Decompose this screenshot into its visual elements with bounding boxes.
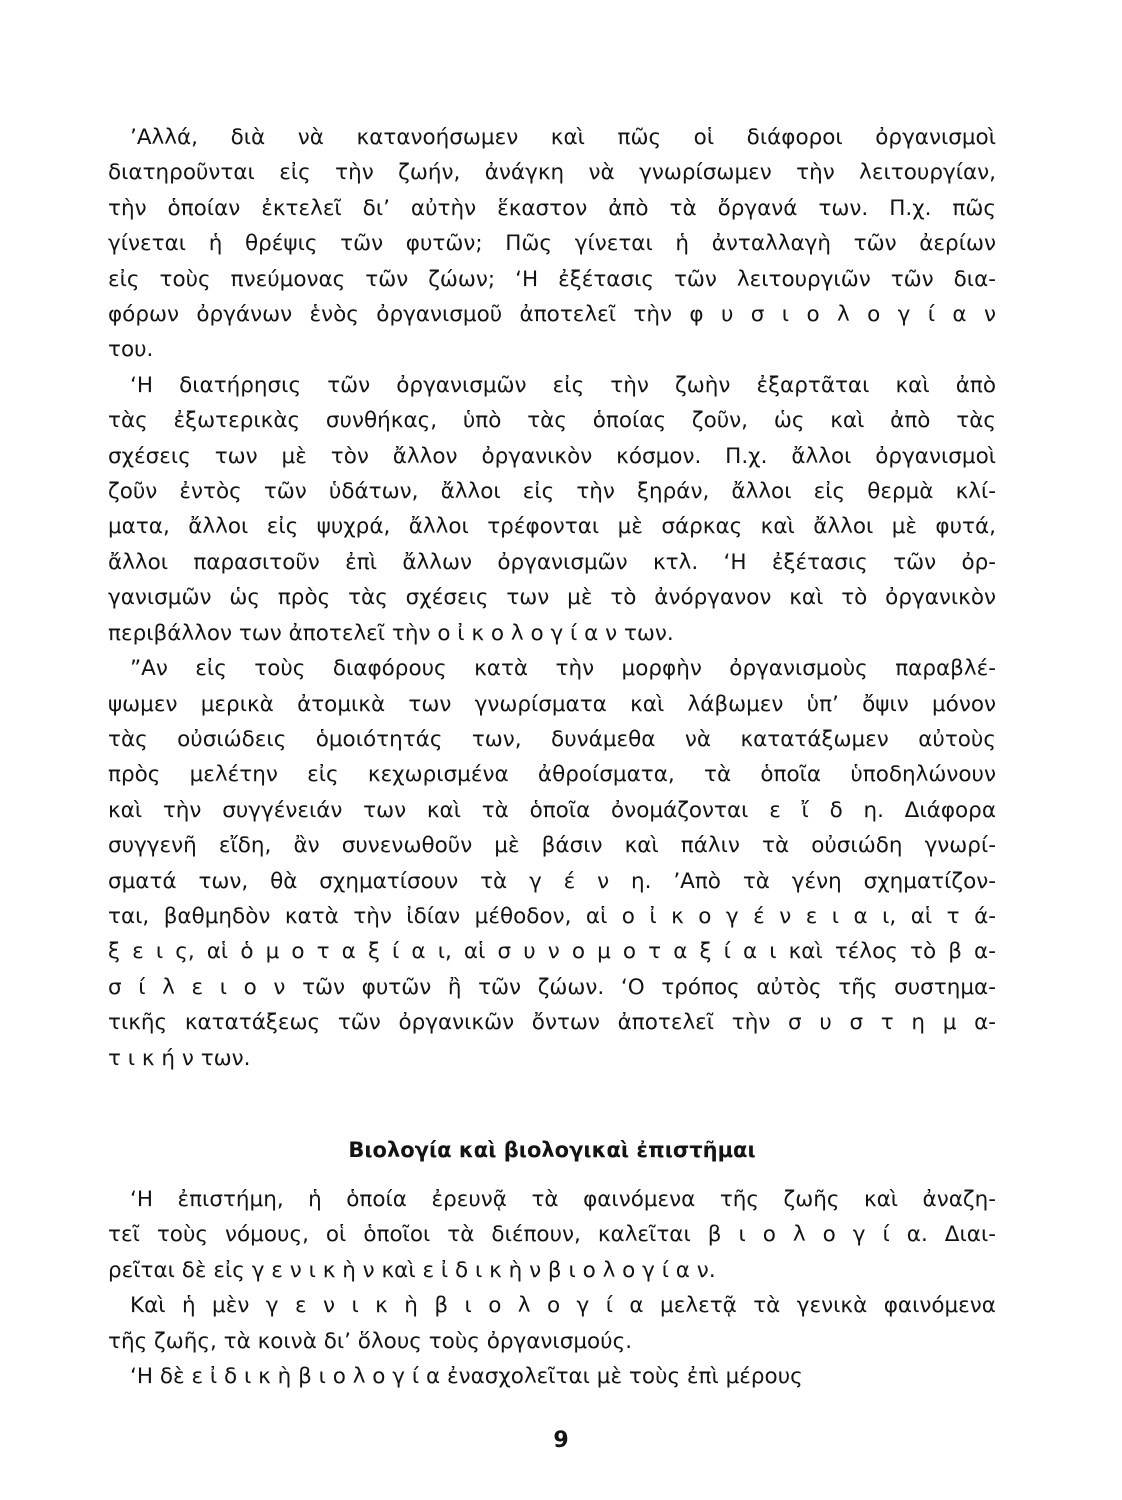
paragraph-physiology (108, 120, 996, 368)
page-number: 9 (553, 1428, 569, 1453)
text-line: τὰς οὐσιώδεις ὁμοιότητάς των, δυνάμεθα νὰ κατατάξωμεν αὐτοὺς (108, 726, 996, 752)
text-line: διατηροῦνται εἰς τὴν ζωήν, ἀνάγκη νὰ γνωρίσωμεν τὴν λειτουργίαν, (108, 160, 996, 186)
text-line: ματα, ἄλλοι εἰς ψυχρά, ἄλλοι τρέφονται μὲ σάρκας καὶ ἄλλοι μὲ φυτά, (108, 514, 996, 540)
biology-section (108, 1182, 996, 1394)
text-line: ζοῦν ἐντὸς τῶν ὑδάτων, ἄλλοι εἰς τὴν ξηράν, ἄλλοι εἰς θερμὰ κλί- (108, 479, 996, 505)
text-line: ‘Η διατήρησις τῶν ὀργανισμῶν εἰς τὴν ζωὴν ἐξαρτᾶται καὶ ἀπὸ (130, 372, 996, 398)
text-line: ’Αλλά, διὰ νὰ κατανοήσωμεν καὶ πῶς οἱ διάφοροι ὀργανισμοὶ (130, 125, 996, 150)
text-line: ἄλλοι παρασιτοῦν ἐπὶ ἄλλων ὀργανισμῶν κτλ. ‘Η ἐξέτασις τῶν ὀρ- (108, 549, 996, 575)
text-line: τὰς ἐξωτερικὰς συνθήκας, ὑπὸ τὰς ὁποίας ζοῦν, ὡς καὶ ἀπὸ τὰς (108, 408, 996, 434)
text-line: ‘Η ἐπιστήμη, ἡ ὁποία ἐρευνᾷ τὰ φαινόμενα τῆς ζωῆς καὶ ἀναζη- (130, 1187, 996, 1212)
text-line: τικῆς κατατάξεως τῶν ὀργανικῶν ὄντων ἀποτελεῖ τὴν σ υ σ τ η μ α- (108, 1010, 996, 1036)
text-line: ‘Η δὲ ε ἰ δ ι κ ὴ β ι ο λ ο γ ί α ἐνασχολεῖται μὲ τοὺς ἐπὶ μέρους (130, 1364, 803, 1390)
text-line: καὶ τὴν συγγένειάν των καὶ τὰ ὁποῖα ὀνομάζονται ε ἴ δ η. Διάφορα (108, 797, 996, 823)
text-line: ψωμεν μερικὰ ἀτομικὰ των γνωρίσματα καὶ λάβωμεν ὑπ’ ὄψιν μόνον (108, 691, 996, 717)
text-line: ”Αν εἰς τοὺς διαφόρους κατὰ τὴν μορφὴν ὀργανισμοὺς παραβλέ- (130, 656, 996, 682)
text-line: Καὶ ἡ μὲν γ ε ν ι κ ὴ β ι ο λ ο γ ί α μελετᾷ τὰ γενικὰ φαινόμενα (130, 1293, 996, 1319)
text-line: ρεῖται δὲ εἰς γ ε ν ι κ ὴ ν καὶ ε ἰ δ ι κ ὴ ν β ι ο λ ο γ ί α ν. (108, 1257, 716, 1283)
text-line: τ ι κ ή ν των. (108, 1045, 251, 1071)
text-line: φόρων ὀργάνων ἑνὸς ὀργανισμοῦ ἀποτελεῖ τὴν φ υ σ ι ο λ ο γ ί α ν (108, 302, 996, 328)
text-line: ξ ε ι ς, αἱ ὁ μ ο τ α ξ ί α ι, αἱ σ υ ν ο μ ο τ α ξ ί α ι καὶ τέλος τὸ β α- (108, 939, 996, 965)
text-line: εἰς τοὺς πνεύμονας τῶν ζώων; ‘Η ἐξέτασις τῶν λειτουργιῶν τῶν δια- (108, 266, 996, 292)
text-line: ται, βαθμηδὸν κατὰ τὴν ἰδίαν μέθοδον, αἱ ο ἰ κ ο γ έ ν ε ι α ι, αἱ τ ά- (108, 903, 996, 929)
text-line: συγγενῆ εἴδη, ἂν συνενωθοῦν μὲ βάσιν καὶ πάλιν τὰ οὐσιώδη γνωρί- (108, 833, 996, 859)
text-line: πρὸς μελέτην εἰς κεχωρισμένα ἀθροίσματα, τὰ ὁποῖα ὑποδηλώνουν (108, 762, 996, 788)
paragraph-systematics (108, 651, 996, 1076)
text-line: σ ί λ ε ι ο ν τῶν φυτῶν ἢ τῶν ζώων. ‘Ο τρόπος αὐτὸς τῆς συστημα- (108, 974, 996, 1000)
text-line: γίνεται ἡ θρέψις τῶν φυτῶν; Πῶς γίνεται ἡ ἀνταλλαγὴ τῶν ἀερίων (108, 231, 996, 257)
text-line: τὴν ὁποίαν ἐκτελεῖ δι’ αὐτὴν ἕκαστον ἀπὸ τὰ ὄργανά των. Π.χ. πῶς (108, 195, 996, 221)
text-line: τεῖ τοὺς νόμους, οἱ ὁποῖοι τὰ διέπουν, καλεῖται β ι ο λ ο γ ί α. Διαι- (108, 1222, 996, 1248)
text-line: γανισμῶν ὡς πρὸς τὰς σχέσεις των μὲ τὸ ἀνόργανον καὶ τὸ ὀργανικὸν (108, 585, 996, 611)
text-line: του. (108, 337, 154, 363)
paragraph-biology-definition (108, 1182, 996, 1288)
text-line: τῆς ζωῆς, τὰ κοινὰ δι’ ὅλους τοὺς ὀργανισμούς. (108, 1328, 633, 1354)
section-heading: Βιολογία καὶ βιολογικαὶ ἐπιστῆμαι (348, 1138, 756, 1162)
text-line: περιβάλλον των ἀποτελεῖ τὴν ο ἰ κ ο λ ο γ ί α ν των. (108, 620, 674, 646)
text-line: σματά των, θὰ σχηματίσουν τὰ γ έ ν η. ’Απὸ τὰ γένη σχηματίζον- (108, 868, 996, 894)
main-text-section (108, 120, 996, 1076)
paragraph-general-biology (108, 1288, 996, 1359)
paragraph-ecology (108, 368, 996, 651)
text-line: σχέσεις των μὲ τὸν ἄλλον ὀργανικὸν κόσμον. Π.χ. ἄλλοι ὀργανισμοὶ (108, 443, 996, 469)
paragraph-special-biology (108, 1359, 996, 1394)
